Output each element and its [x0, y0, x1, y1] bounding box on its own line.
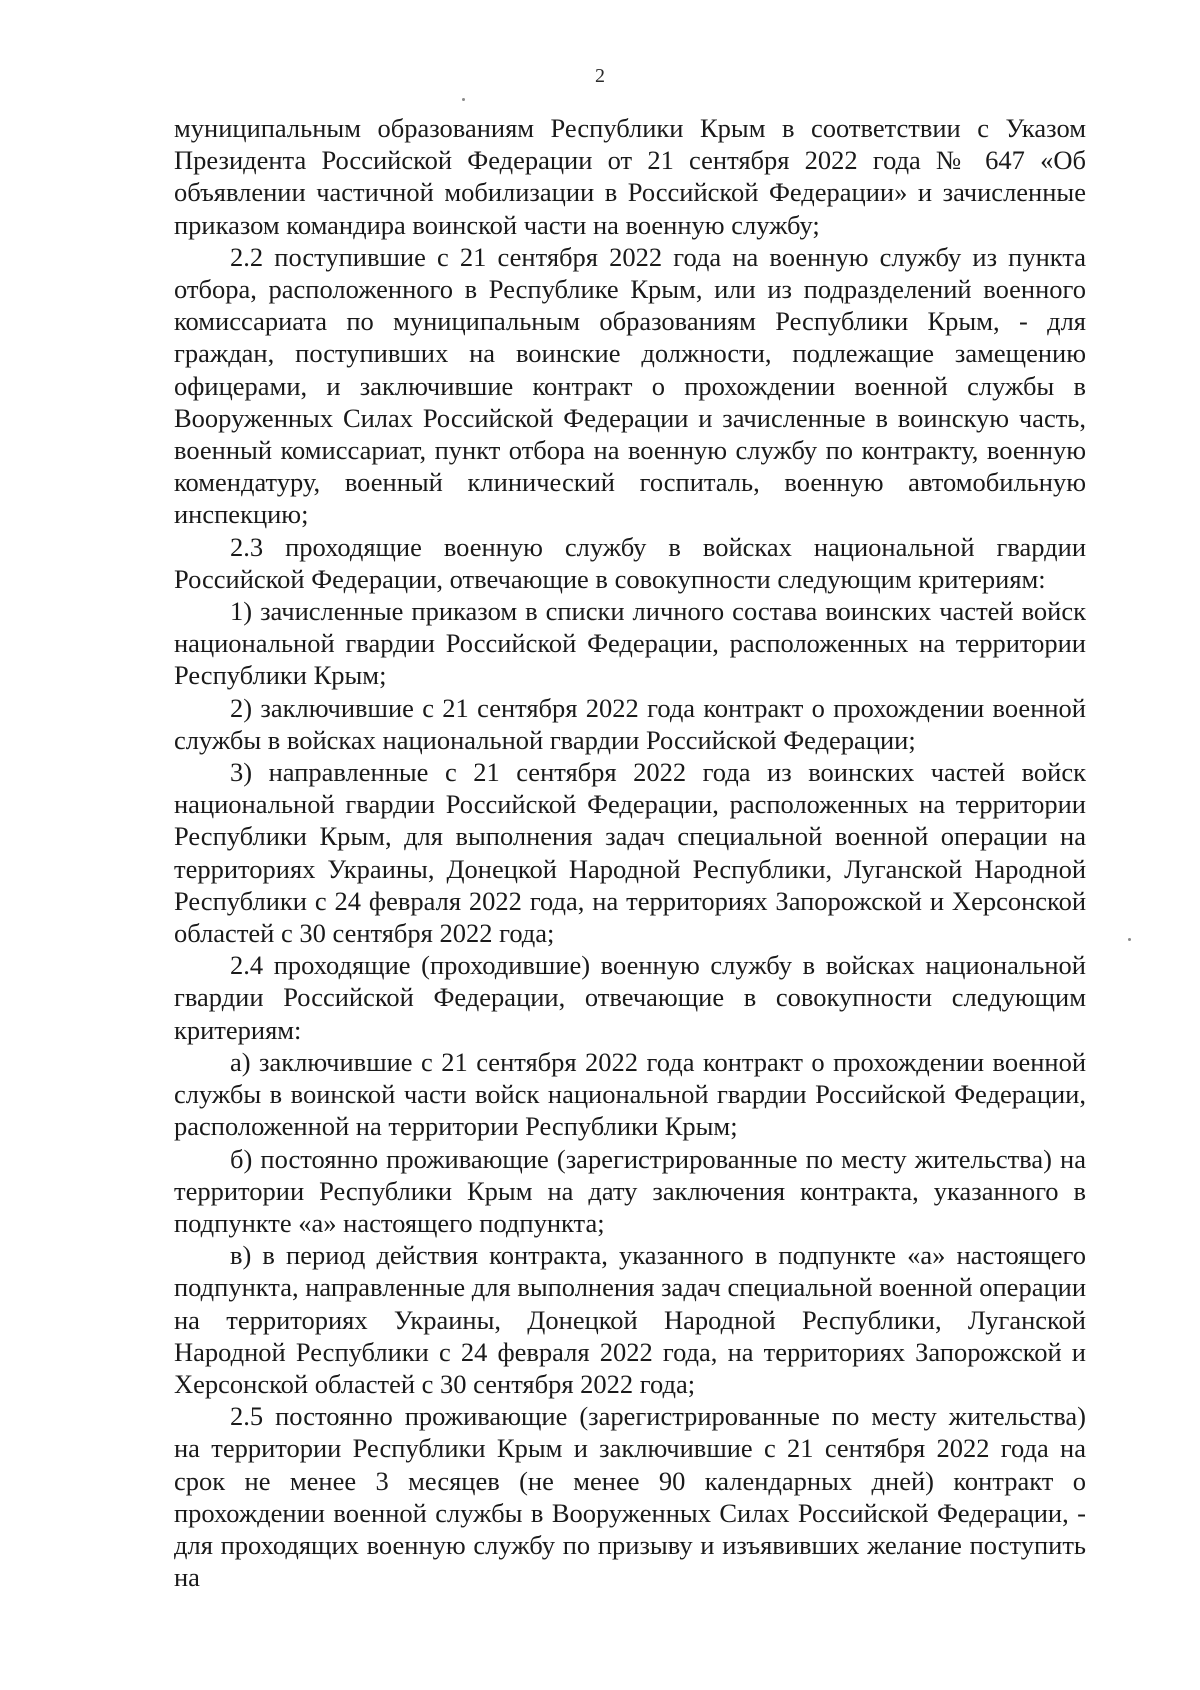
paragraph-item-2-5: 2.5 постоянно проживающие (зарегистрированные по месту жительства) на территории Республики Крым и заключившие с 21 сентября 2022 года на срок не менее 3 месяцев (не менее 90 календарных дней) контракт о прохождении военной службы в Вооруженных Силах Российской Федерации, - для проходящих военную службу по призыву и изъявивших желание поступить на	[174, 1401, 1086, 1593]
paragraph-item-2-4-b: б) постоянно проживающие (зарегистрированные по месту жительства) на территории Республики Крым на дату заключения контракта, указанного в подпункте «а» настоящего подпункта;	[174, 1143, 1086, 1238]
paragraph-item-2-3-2: 2) заключившие с 21 сентября 2022 года контракт о прохождении военной службы в войсках национальной гвардии Российской Федерации;	[174, 692, 1086, 755]
paragraph-item-2-4: 2.4 проходящие (проходившие) военную службу в войсках национальной гвардии Российской Федерации, отвечающие в совокупности следующим критериям:	[174, 950, 1086, 1045]
page-number: 2	[595, 65, 605, 87]
paragraph-item-2-3-3: 3) направленные с 21 сентября 2022 года из воинских частей войск национальной гвардии Российской Федерации, расположенных на территории Республики Крым, для выполнения задач специальной военной операции на территориях Украины, Донецкой Народной Республики, Луганской Народной Республики с 24 февраля 2022 года, на территориях Запорожской и Херсонской областей с 30 сентября 2022 года;	[174, 757, 1086, 949]
paragraph-item-2-4-v: в) в период действия контракта, указанного в подпункте «а» настоящего подпункта, направленные для выполнения задач специальной военной операции на территориях Украины, Донецкой Народной Республики, Луганской Народной Республики с 24 февраля 2022 года, на территориях Запорожской и Херсонской областей с 30 сентября 2022 года;	[174, 1240, 1086, 1399]
paragraph-item-2-3: 2.3 проходящие военную службу в войсках национальной гвардии Российской Федерации, отвечающие в совокупности следующим критериям:	[174, 531, 1086, 594]
paragraph-item-2-3-1: 1) зачисленные приказом в списки личного состава воинских частей войск национальной гвардии Российской Федерации, расположенных на территории Республики Крым;	[174, 596, 1086, 691]
paragraph-item-2-4-a: а) заключившие с 21 сентября 2022 года контракт о прохождении военной службы в воинской части войск национальной гвардии Российской Федерации, расположенной на территории Республики Крым;	[174, 1046, 1086, 1142]
paragraph-continuation: муниципальным образованиям Республики Крым в соответствии с Указом Президента Российской Федерации от 21 сентября 2022 года № 647 «Об объявлении частичной мобилизации в Российской Федерации» и зачисленные приказом командира воинской части на военную службу;	[174, 113, 1086, 240]
scan-speck	[462, 98, 465, 101]
document-body	[174, 112, 1086, 1593]
paragraph-item-2-2: 2.2 поступившие с 21 сентября 2022 года на военную службу из пункта отбора, расположенного в Республике Крым, или из подразделений военного комиссариата по муниципальным образованиям Республики Крым, - для граждан, поступивших на воинские должности, подлежащие замещению офицерами, и заключившие контракт о прохождении военной службы в Вооруженных Силах Российской Федерации и зачисленные в воинскую часть, военный комиссариат, пункт отбора на военную службу по контракту, военную комендатуру, военный клинический госпиталь, военную автомобильную инспекцию;	[174, 241, 1086, 530]
scan-speck	[1128, 938, 1131, 941]
